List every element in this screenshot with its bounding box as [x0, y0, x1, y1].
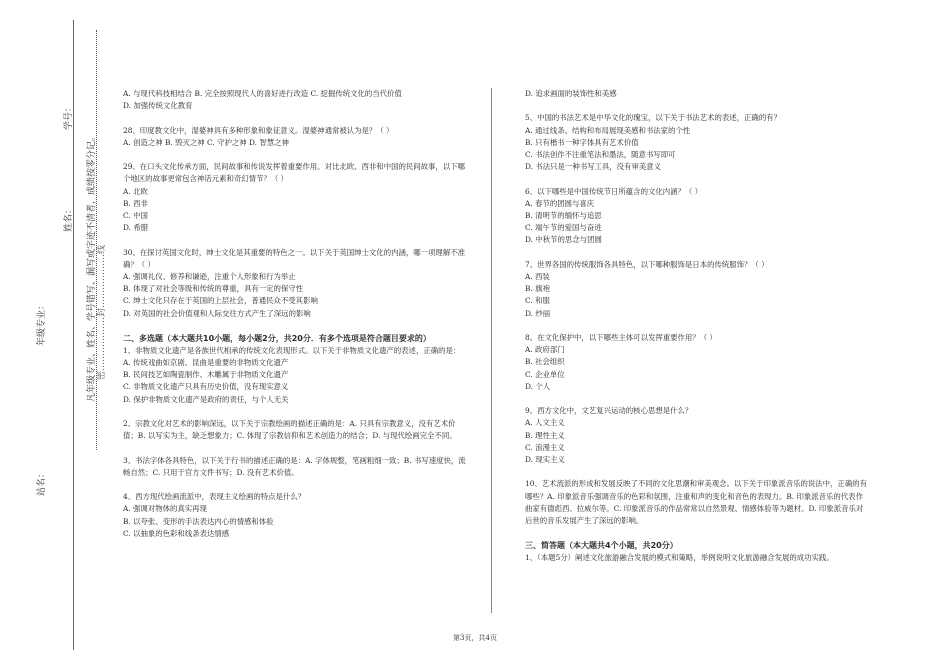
- option-text: A. 北欧: [123, 186, 148, 196]
- option-text: D. 加强传统文化教育: [123, 101, 193, 111]
- option-text: A. 人文主义: [525, 418, 565, 428]
- right-column: [525, 88, 870, 564]
- student-id-label: 学号：: [64, 102, 74, 130]
- left-column: [123, 88, 468, 540]
- question-text: 2、宗教文化对艺术的影响深远，以下关于宗教绘画的描述正确的是：A. 只具有宗教意义，没有艺术价值；B. 以写实为主，缺乏想象力；C. 体现了宗教信仰和艺术创造力的结合；D. 与现代绘画完全不同。: [123, 419, 457, 441]
- option-text: A. 春节的团圆与喜庆: [525, 198, 595, 208]
- question-text: 7、世界各国的传统服饰各具特色，以下哪种服饰是日本的传统服饰？（ ）: [525, 259, 769, 269]
- option-text: C. 和服: [525, 296, 550, 306]
- question-text: 28、印度教文化中，湿婆神具有多种形象和象征意义。湿婆神通常被认为是？（ ）: [123, 125, 394, 135]
- name-label: 姓名：: [64, 204, 74, 232]
- school-label: 站名：: [37, 468, 47, 496]
- option-text: 1、（本题5分）阐述文化旅游融合发展的模式和策略，举例说明文化旅游融合发展的成功实践。: [525, 553, 834, 563]
- option-text: A. 传统戏曲如京剧、昆曲是重要的非物质文化遗产: [123, 358, 289, 368]
- option-text: B. 以夸张、变形的手法表达内心的情感和体验: [123, 516, 274, 526]
- question-text: 3、书法字体各具特色，以下关于行书的描述正确的是：A. 字体规整，笔画粗细一致；B. 书写速度快，流畅自然；C. 只用于官方文件书写；D. 没有艺术价值。: [123, 455, 466, 477]
- option-text: C. 企业单位: [525, 369, 565, 379]
- binding-margin: [0, 0, 112, 672]
- column-divider: [491, 88, 492, 613]
- option-text: B. 旗袍: [525, 284, 550, 294]
- question-text: 5、中国的书法艺术是中华文化的瑰宝，以下关于书法艺术的表述，正确的有？: [525, 113, 781, 123]
- option-text: D. 现实主义: [525, 455, 565, 465]
- option-text: B. 只有楷书一种字体具有艺术价值: [525, 137, 639, 147]
- option-text: C. 中国: [123, 211, 148, 220]
- page-footer: 第3页，共4页: [453, 634, 497, 642]
- question-text: 10、艺术流派的形成和发展反映了不同的文化思潮和审美观念。以下关于印象派音乐的说法中，正确的有哪些？A. 印象派音乐强调音乐的色彩和氛围，注重和声的变化和音色的表现力。B. 印象派音乐的代表作曲家有德彪西、拉威尔等。C. 印象派音乐的作品常常以自然景观、情感体验等为题材。D. 印象派音乐对后世的音乐发展产生了深远的影响。: [525, 479, 867, 526]
- option-text: C. 绅士文化只存在于英国的上层社会，普通民众不受其影响: [123, 296, 318, 306]
- option-text: D. 希腊: [123, 223, 149, 233]
- option-text: A. 强调礼仪、修养和谦逊，注重个人形象和行为举止: [123, 272, 296, 281]
- option-text: B. 西非: [123, 198, 148, 208]
- question-text: 9、西方文化中，文艺复兴运动的核心思想是什么？: [525, 406, 693, 416]
- notice-text: 凡年级专业、姓名、学号错写、漏写或字迹不清者，成绩按零分记。: [87, 131, 97, 402]
- option-text: D. 个人: [525, 381, 551, 391]
- option-text: A. 政府部门: [525, 345, 565, 355]
- option-text: 1、非物质文化遗产是各族世代相承的传统文化表现形式。以下关于非物质文化遗产的表述，正确的是：: [123, 345, 461, 355]
- option-text: B. 体现了对社会等级和传统的尊重，具有一定的保守性: [123, 284, 304, 294]
- option-text: A. 强调对物体的真实再现: [123, 504, 207, 514]
- option-text: D. 对英国的社会价值观和人际交往方式产生了深远的影响: [123, 308, 311, 318]
- seal-line-text: 密………………封………………线: [97, 244, 107, 380]
- option-text: B. 理性主义: [525, 430, 565, 440]
- option-text: D. 纱丽: [525, 308, 551, 318]
- option-text: D. 书法只是一种书写工具，没有审美意义: [525, 162, 662, 172]
- option-text: A. 西装: [525, 272, 550, 281]
- option-text: C. 书法创作不注重笔法和墨法，随意书写即可: [525, 150, 676, 159]
- question-text: 6、以下哪些是中国传统节日所蕴含的文化内涵？（ ）: [525, 186, 703, 196]
- option-text: B. 民间技艺如陶瓷制作、木雕属于非物质文化遗产: [123, 370, 289, 380]
- option-text: C. 非物质文化遗产只具有历史价值，没有现实意义: [123, 382, 289, 392]
- question-text: 8、在文化保护中，以下哪些主体可以发挥重要作用？（ ）: [525, 333, 717, 342]
- option-text: D. 保护非物质文化遗产是政府的责任，与个人无关: [123, 394, 289, 404]
- option-text: B. 清明节的缅怀与追思: [525, 211, 602, 220]
- option-text: D. 中秋节的思念与团圆: [525, 235, 602, 245]
- question-text: 4、西方现代绘画流派中，表现主义绘画的特点是什么？: [123, 492, 306, 502]
- option-text: C. 端午节的爱国与奋进: [525, 223, 602, 233]
- option-text: B. 社会组织: [525, 357, 565, 367]
- option-text: A. 创造之神 B. 毁灭之神 C. 守护之神 D. 智慧之神: [123, 137, 289, 147]
- section-heading: 三、简答题（本大题共4个小题，共20分）: [525, 541, 678, 551]
- question-text: 30、在探讨英国文化时，绅士文化是其重要的特色之一。以下关于英国绅士文化的内涵，哪一项理解不准确？（ ）: [123, 247, 465, 269]
- class-label: 年级专业：: [37, 300, 47, 346]
- option-text: C. 以抽象的色彩和线条表达情感: [123, 528, 230, 538]
- option-text: D. 追求画面的装饰性和美感: [525, 89, 617, 98]
- question-text: 29、在口头文化传承方面，民间故事和传说发挥着重要作用。对比北欧、西非和中国的民间故事，以下哪个地区的故事更常包含神话元素和奇幻情节？（ ）: [123, 162, 465, 184]
- option-text: C. 浪漫主义: [525, 442, 565, 452]
- option-text: A. 通过线条、结构和布局展现美感和书法家的个性: [525, 125, 691, 135]
- option-text: A. 与现代科技相结合 B. 完全按照现代人的喜好进行改造 C. 挖掘传统文化的当代价值: [123, 89, 402, 98]
- section-heading: 二、多选题（本大题共10小题，每小题2分，共20分．有多个选项是符合题目要求的）: [123, 333, 431, 343]
